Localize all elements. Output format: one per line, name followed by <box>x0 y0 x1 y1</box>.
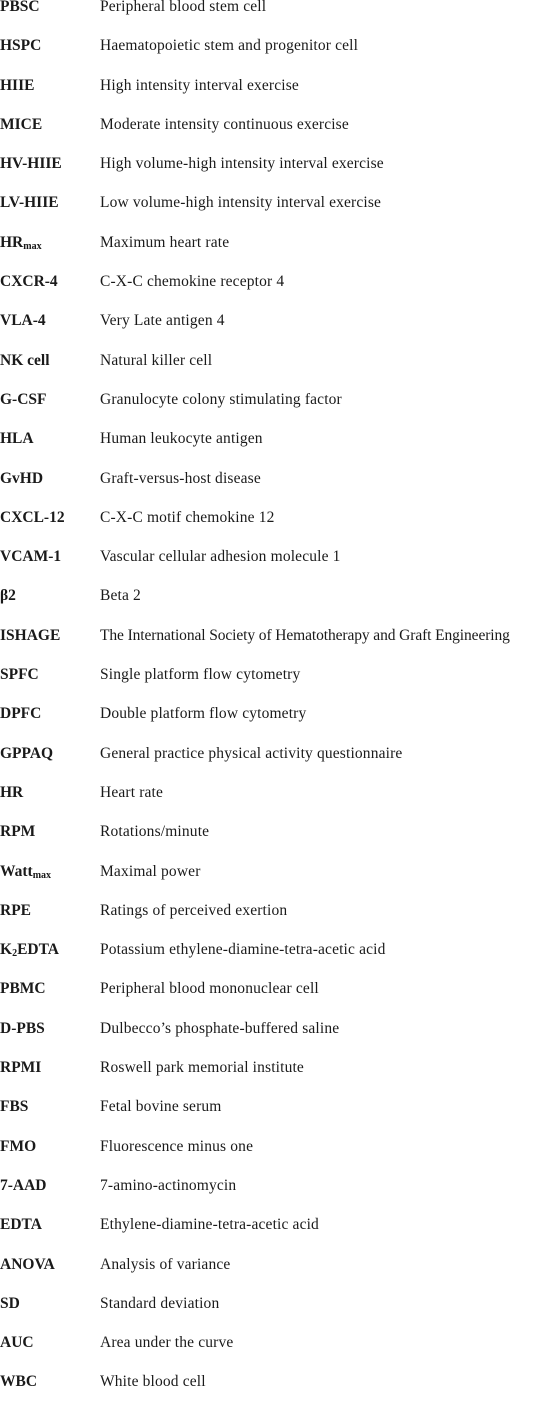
abbreviation-term <box>0 154 62 174</box>
abbreviation-definition: Roswell park memorial institute <box>100 1059 304 1077</box>
abbreviation-term-text: β2 <box>0 587 16 605</box>
abbreviation-term <box>0 1215 42 1235</box>
abbreviation-row <box>0 1019 558 1061</box>
abbreviation-subscript: max <box>32 869 52 881</box>
abbreviation-row <box>0 1294 558 1336</box>
abbreviation-row <box>0 707 558 746</box>
abbreviation-definition: Peripheral blood stem cell <box>100 0 267 15</box>
abbreviation-subscript: 2 <box>12 948 18 960</box>
abbreviation-term-text: HLA <box>0 430 34 448</box>
abbreviation-term-text: HIIE <box>0 76 35 94</box>
abbreviation-row <box>0 825 558 864</box>
abbreviation-row <box>0 390 558 432</box>
abbreviation-definition: Peripheral blood mononuclear cell <box>100 980 319 998</box>
abbreviation-definition: Natural killer cell <box>100 351 213 369</box>
abbreviation-row <box>0 1375 558 1414</box>
abbreviation-row <box>0 982 558 1021</box>
abbreviation-row <box>0 1061 558 1100</box>
abbreviation-definition: Vascular cellular adhesion molecule 1 <box>100 548 341 566</box>
abbreviation-term-text: HR <box>0 233 24 251</box>
abbreviation-term-text: HR <box>0 783 24 801</box>
abbreviation-row <box>0 508 558 550</box>
abbreviation-definition: Dulbecco’s phosphate-buffered saline <box>100 1019 340 1037</box>
abbreviation-row <box>0 233 558 275</box>
abbreviation-row <box>0 1137 558 1179</box>
abbreviation-term-text: RPE <box>0 901 31 919</box>
abbreviation-row <box>0 901 558 943</box>
abbreviation-term <box>0 822 35 842</box>
abbreviation-definition: High intensity interval exercise <box>100 76 299 94</box>
abbreviation-row <box>0 469 558 511</box>
abbreviation-term-text: WBC <box>0 1373 38 1391</box>
abbreviation-row <box>0 115 558 157</box>
abbreviation-definition: Beta 2 <box>100 587 141 605</box>
abbreviation-term-text: VLA-4 <box>0 312 46 330</box>
abbreviation-row <box>0 1100 558 1139</box>
abbreviation-term-text: FMO <box>0 1137 37 1155</box>
abbreviation-definition: Very Late antigen 4 <box>100 312 225 330</box>
abbreviation-definition: Maximum heart rate <box>100 233 230 251</box>
abbreviation-term-text: K <box>0 941 13 959</box>
abbreviation-term <box>0 1176 47 1196</box>
abbreviation-term <box>0 0 40 17</box>
abbreviation-definition: Haematopoietic stem and progenitor cell <box>100 37 359 55</box>
abbreviation-term <box>0 1333 34 1353</box>
abbreviation-term <box>0 1137 36 1157</box>
abbreviation-row <box>0 432 558 471</box>
abbreviation-term <box>0 36 41 56</box>
abbreviation-row <box>0 39 558 78</box>
abbreviation-definition: Moderate intensity continuous exercise <box>100 115 349 133</box>
abbreviation-row <box>0 351 558 393</box>
abbreviation-definition: Analysis of variance <box>100 1255 231 1273</box>
abbreviation-definition: The International Society of Hematotherapy and Graft Engineering <box>100 626 510 644</box>
abbreviation-definition: Low volume-high intensity interval exercise <box>100 194 382 212</box>
abbreviation-row <box>0 943 558 982</box>
abbreviation-term-text: DPFC <box>0 705 42 723</box>
abbreviation-definition: C-X-C motif chemokine 12 <box>100 508 275 526</box>
abbreviation-subscript: max <box>23 240 42 252</box>
abbreviation-definition: 7-amino-actinomycin <box>100 1176 237 1194</box>
abbreviation-term-text: SD <box>0 1294 20 1312</box>
abbreviation-term <box>0 233 42 253</box>
abbreviation-definition: Potassium ethylene-diamine-tetra-acetic acid <box>100 941 386 959</box>
abbreviation-term <box>0 76 34 96</box>
abbreviation-row <box>0 589 558 628</box>
abbreviation-term-text: NK cell <box>0 351 50 369</box>
abbreviation-definition: Heart rate <box>100 783 164 801</box>
abbreviation-definition: General practice physical activity questionnaire <box>100 744 403 762</box>
abbreviation-row <box>0 196 558 235</box>
abbreviation-term-text: FBS <box>0 1098 29 1116</box>
abbreviation-term <box>0 351 50 371</box>
abbreviation-term <box>0 1058 41 1078</box>
abbreviation-definition: Human leukocyte antigen <box>100 430 263 448</box>
abbreviation-term-text: CXCR-4 <box>0 273 58 291</box>
abbreviation-term-text: LV-HIIE <box>0 194 59 212</box>
abbreviation-row <box>0 76 558 118</box>
abbreviation-row <box>0 744 558 786</box>
abbreviation-term <box>0 901 31 921</box>
abbreviation-term-text: GPPAQ <box>0 744 54 762</box>
abbreviation-term <box>0 862 51 882</box>
abbreviation-term <box>0 626 60 646</box>
abbreviation-term-text: RPMI <box>0 1059 42 1077</box>
abbreviation-term-text: EDTA <box>0 1216 42 1234</box>
abbreviation-term <box>0 469 43 489</box>
abbreviation-term-text: HSPC <box>0 37 42 55</box>
abbreviation-term <box>0 940 59 960</box>
abbreviation-definition: Graft-versus-host disease <box>100 469 261 487</box>
abbreviation-definition: Double platform flow cytometry <box>100 705 307 723</box>
abbreviation-term <box>0 1019 45 1039</box>
abbreviation-row <box>0 862 558 904</box>
abbreviation-definition: Area under the curve <box>100 1334 234 1352</box>
abbreviation-term-text: HV-HIIE <box>0 155 62 173</box>
abbreviation-term <box>0 979 46 999</box>
abbreviation-term <box>0 115 42 135</box>
abbreviation-definition: Fluorescence minus one <box>100 1137 254 1155</box>
abbreviation-definition: Ethylene-diamine-tetra-acetic acid <box>100 1216 319 1234</box>
abbreviation-term-text: VCAM-1 <box>0 548 62 566</box>
abbreviation-term-text: 7-AAD <box>0 1176 47 1194</box>
abbreviation-row <box>0 1336 558 1375</box>
abbreviation-definition: Rotations/minute <box>100 823 210 841</box>
abbreviation-term-text: ANOVA <box>0 1255 55 1273</box>
abbreviation-term <box>0 1294 20 1314</box>
abbreviation-row <box>0 0 558 39</box>
abbreviation-term-text: PBMC <box>0 980 46 998</box>
abbreviation-term-text: G-CSF <box>0 390 47 408</box>
abbreviation-term <box>0 390 47 410</box>
abbreviation-term <box>0 429 34 449</box>
abbreviation-term <box>0 272 58 292</box>
abbreviation-term <box>0 783 23 803</box>
abbreviation-term <box>0 744 53 764</box>
abbreviation-term-text: D-PBS <box>0 1019 45 1037</box>
abbreviation-term <box>0 193 59 213</box>
abbreviation-definition: Maximal power <box>100 862 201 880</box>
abbreviation-definition: Standard deviation <box>100 1294 220 1312</box>
abbreviation-term <box>0 311 46 331</box>
abbreviation-definition: High volume-high intensity interval exercise <box>100 155 384 173</box>
abbreviation-term <box>0 547 61 567</box>
abbreviation-term-text: SPFC <box>0 666 39 684</box>
abbreviation-row <box>0 626 558 668</box>
abbreviation-definition: White blood cell <box>100 1373 206 1391</box>
abbreviation-term <box>0 1372 37 1392</box>
abbreviation-term-text: Watt <box>0 862 33 880</box>
abbreviation-row <box>0 1176 558 1218</box>
abbreviation-definition: Fetal bovine serum <box>100 1098 222 1116</box>
abbreviation-term-text: AUC <box>0 1334 34 1352</box>
abbreviation-term-text: CXCL-12 <box>0 508 65 526</box>
abbreviation-row <box>0 275 558 314</box>
abbreviation-term <box>0 586 16 606</box>
abbreviation-row <box>0 783 558 825</box>
abbreviation-term-text: ISHAGE <box>0 626 61 644</box>
abbreviation-term-text: PBSC <box>0 0 40 15</box>
abbreviation-definition: Ratings of perceived exertion <box>100 901 288 919</box>
abbreviation-row <box>0 157 558 196</box>
abbreviation-term <box>0 1097 28 1117</box>
abbreviation-row <box>0 314 558 353</box>
abbreviation-definition: Granulocyte colony stimulating factor <box>100 390 342 408</box>
abbreviation-term <box>0 508 65 528</box>
abbreviation-definition: Single platform flow cytometry <box>100 666 301 684</box>
abbreviation-suffix: EDTA <box>17 941 59 959</box>
abbreviation-row <box>0 550 558 589</box>
abbreviation-row <box>0 668 558 707</box>
abbreviation-term <box>0 665 39 685</box>
abbreviation-term-text: MICE <box>0 115 43 133</box>
abbreviation-term-text: RPM <box>0 823 36 841</box>
abbreviation-term <box>0 704 41 724</box>
abbreviation-row <box>0 1218 558 1257</box>
abbreviation-term <box>0 1255 55 1275</box>
abbreviation-definition: C-X-C chemokine receptor 4 <box>100 273 285 291</box>
abbreviation-row <box>0 1255 558 1297</box>
abbreviation-term-text: GvHD <box>0 469 44 487</box>
